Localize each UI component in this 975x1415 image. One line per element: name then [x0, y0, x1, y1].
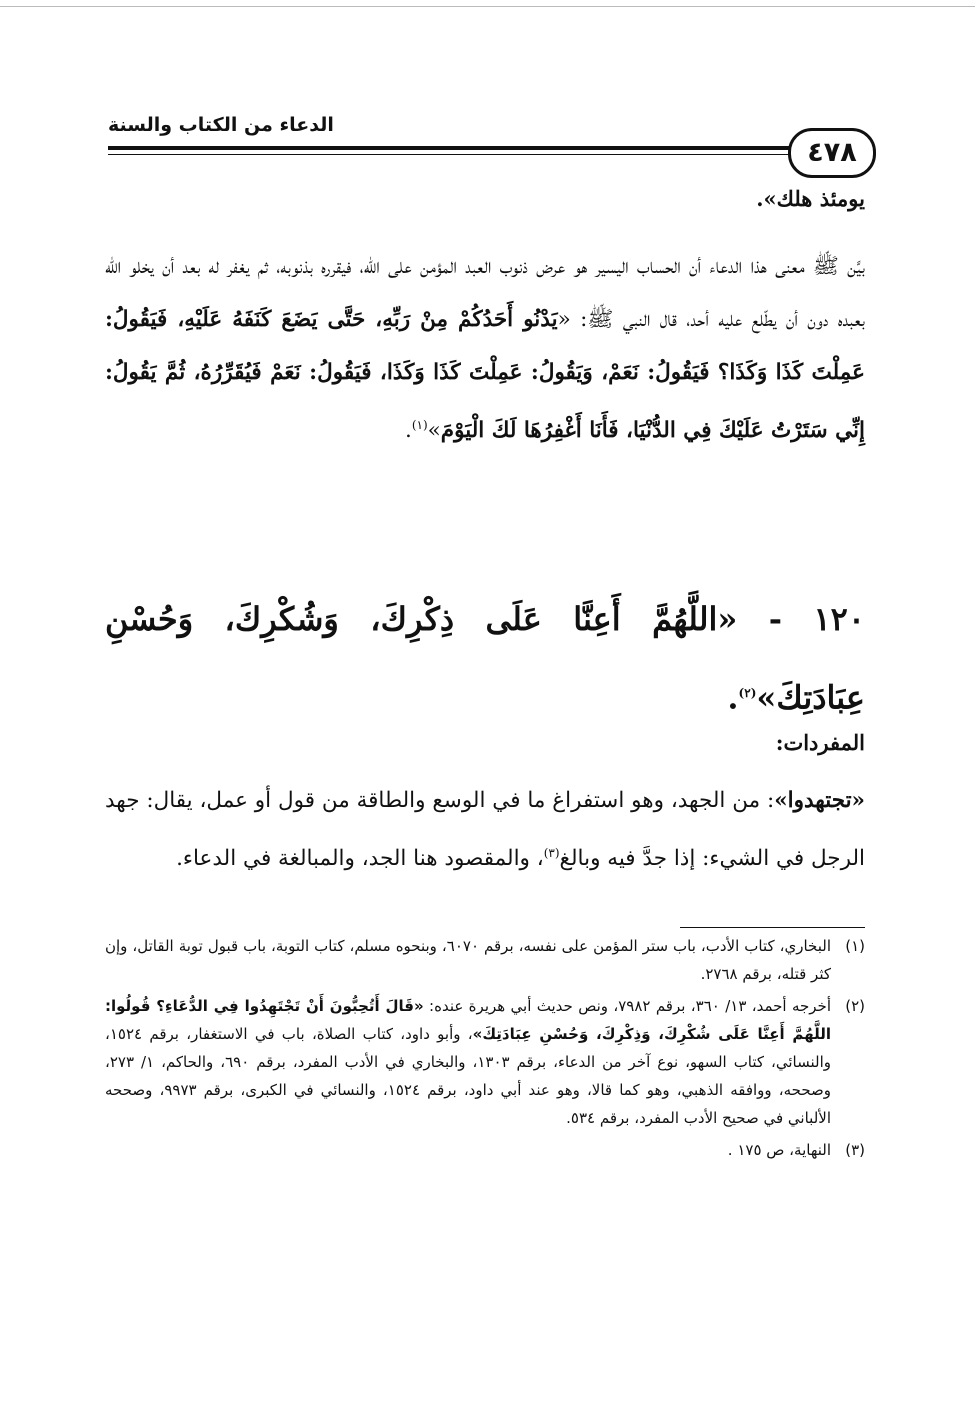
footnote-number: (٢): [845, 997, 865, 1015]
footnote-2: [105, 992, 865, 1132]
prophetic-quote: يَدْنُو أَحَدُكُمْ مِنْ رَبِّهِ، حَتَّى يَضَعَ كَنَفَهُ عَلَيْهِ، فَيَقُولُ: عَمِلْتَ كَذَا وَكَذَا؟ فَيَقُولُ: نَعَمْ، وَيَقُولُ: عَمِلْتَ كَذَا وَكَذَا، فَيَقُولُ: نَعَمْ فَيُقَرِّرُهُ، ثُمَّ يَقُولُ: إِنِّي سَتَرْتُ عَلَيْكَ فِي الدُّنْيَا، فَأَنَا أَغْفِرُهَا لَكَ الْيَوْمَ: [105, 307, 865, 444]
vocabulary-heading: المفردات:: [775, 730, 865, 755]
hadith-number: ١٢٠ -: [768, 600, 865, 638]
footnote-number: (١): [845, 937, 865, 955]
footnote-separator: [680, 927, 865, 928]
vocabulary-definition: : من الجهد، وهو استفراغ ما في الوسع والطاقة من قول أو عمل، يقال: جهد الرجل في الشيء: إذا جدَّ فيه وبالغ: [105, 788, 865, 872]
explanation-intro: بيَّن ﷺ معنى هذا الدعاء أن الحساب اليسير هو عرض ذنوب العبد المؤمن على الله، فيقرره بذنوبه، ثم يغفر له بعد أن يخلو الله بعبده دون أن يطّلع عليه أحد، قال النبي ﷺ: «: [105, 254, 865, 332]
footnote-1: [105, 932, 865, 988]
top-border: [0, 6, 975, 7]
hadith-end: .: [727, 678, 739, 717]
footnote-text-continued: ، وأبو داود، كتاب الصلاة، باب في الاستغفار، برقم ١٥٢٤، والنسائي، كتاب السهو، نوع آخر من الدعاء، برقم ١٣٠٣، والبخاري في الأدب المفرد، برقم ٦٩٠، والحاكم، ١/ ٢٧٣، وصححه، ووافقه الذهبي، وهو كما قالا، وهو عند أبي داود، برقم ١٥٢٤، والنسائي في الكبرى، برقم ٩٩٧٣، وصححه الألباني في صحيح الأدب المفرد، برقم ٥٣٤.: [105, 1025, 832, 1127]
footnote-quote: «قَالَ أَتُحِبُّونَ أَنْ تَجْتَهِدُوا فِي الدُّعَاءِ؟ قُولُوا: اللَّهُمَّ أَعِنَّا عَلَى شُكْرِكَ، وَذِكْرِكَ، وَحُسْنِ عِبَادَتِكَ»: [105, 997, 831, 1043]
page-header: [108, 108, 868, 178]
header-rule-thick: [108, 146, 808, 150]
footnote-3: [105, 1136, 865, 1164]
vocabulary-continuation: ، والمقصود هنا الجد، والمبالغة في الدعاء.: [176, 846, 544, 872]
paragraph-end: .: [404, 418, 412, 444]
footnote-ref-1: (١): [411, 418, 428, 432]
hadith-text: «اللَّهُمَّ أَعِنَّا عَلَى ذِكْرِكَ، وَشُكْرِكَ، وَحُسْنِ عِبَادَتِكَ»: [105, 600, 865, 717]
vocabulary-paragraph: [105, 774, 865, 885]
running-title: الدعاء من الكتاب والسنة: [108, 114, 334, 136]
footnotes: [105, 932, 865, 1168]
footnote-text: البخاري، كتاب الأدب، باب ستر المؤمن على نفسه، برقم ٦٠٧٠، وبنحوه مسلم، كتاب التوبة، باب قبول توبة القاتل، وإن كثر قتله، برقم ٢٧٦٨.: [105, 937, 831, 983]
footnote-number: (٣): [845, 1141, 865, 1159]
footnote-text: أخرجه أحمد، ١٣/ ٣٦٠، برقم ٧٩٨٢، ونص حديث أبي هريرة عنده:: [423, 997, 831, 1015]
carry-over-line: يومئذ هلك».: [756, 186, 865, 211]
page-number: ٤٧٨: [788, 128, 876, 178]
footnote-ref-3: (٣): [543, 846, 560, 860]
footnote-ref-2: (٢): [738, 686, 757, 700]
quote-close: »: [427, 418, 441, 444]
hadith-120: [105, 582, 865, 735]
vocabulary-term: «تجتهدوا»: [774, 788, 865, 813]
footnote-text: النهاية، ص ١٧٥ .: [727, 1141, 831, 1159]
header-rule-thin: [108, 154, 808, 155]
explanation-paragraph: [105, 240, 865, 457]
